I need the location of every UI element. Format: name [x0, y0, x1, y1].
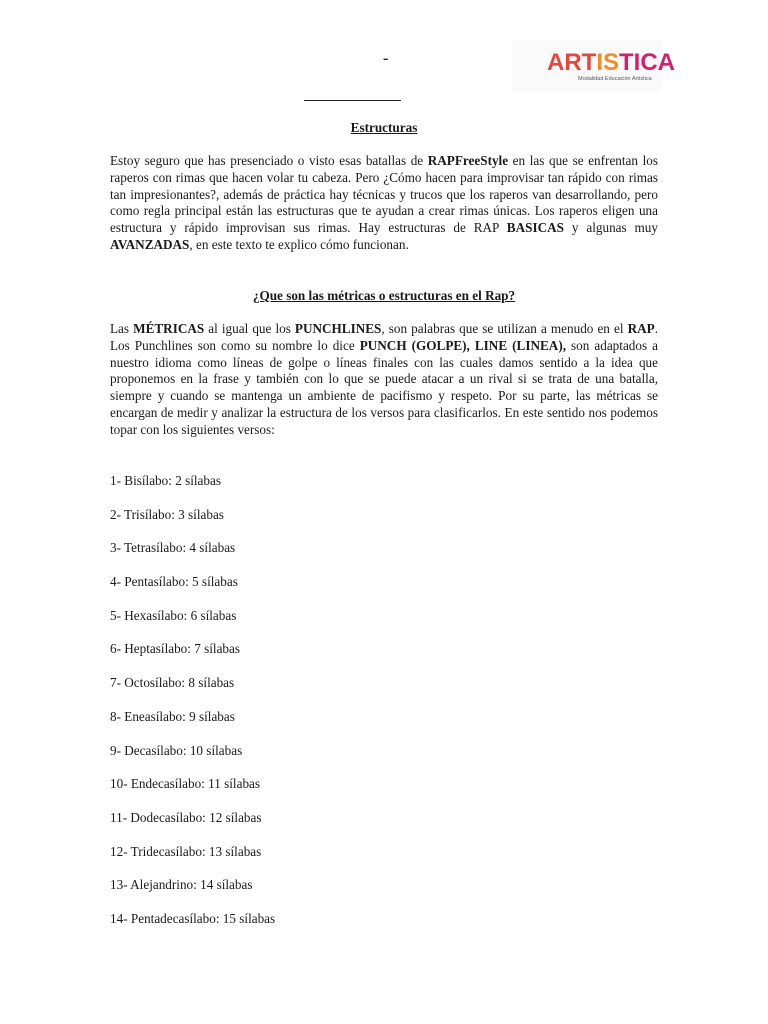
- body-bold-2: PUNCHLINES: [294, 321, 382, 336]
- body-bold-3: RAP: [627, 321, 655, 336]
- verse-item: 11- Dodecasílabo: 12 sílabas: [110, 809, 262, 825]
- header-underline: [304, 100, 401, 101]
- verse-item: 6- Heptasílabo: 7 sílabas: [110, 641, 241, 657]
- verse-item: 8- Eneasílabo: 9 sílabas: [110, 708, 235, 724]
- verse-item: 12- Tridecasílabo: 13 sílabas: [110, 843, 262, 859]
- intro-text-4: , en este texto te explico cómo funcionan.: [189, 236, 409, 252]
- intro-bold-1: RAPFreeStyle: [427, 153, 509, 168]
- body-text-1: Las: [110, 321, 134, 336]
- body-paragraph: [110, 321, 658, 439]
- verse-item: 1- Bisílabo: 2 sílabas: [110, 473, 221, 488]
- verse-item: 4- Pentasílabo: 5 sílabas: [110, 574, 238, 590]
- verse-item: 13- Alejandrino: 14 sílabas: [110, 877, 253, 893]
- verse-item: 14- Pentadecasílabo: 15 sílabas: [110, 910, 276, 926]
- intro-text-3: y algunas muy: [563, 220, 658, 236]
- logo-wordmark: [547, 50, 675, 76]
- logo-subtitle: Modalidad Educación Artística: [578, 76, 652, 82]
- body-text-3: , son palabras que se utilizan a menudo en el: [381, 321, 628, 336]
- intro-bold-3: AVANZADAS: [110, 236, 190, 252]
- intro-text-1: Estoy seguro que has presenciado o visto esas batallas de: [110, 153, 428, 168]
- verse-item: 7- Octosílabo: 8 sílabas: [110, 675, 235, 691]
- body-bold-1: MÉTRICAS: [133, 321, 205, 336]
- verse-item: 10- Endecasílabo: 11 sílabas: [110, 776, 261, 792]
- body-text-2: al igual que los: [204, 321, 295, 336]
- section-heading: ¿Que son las métricas o estructuras en el Rap?: [252, 288, 516, 303]
- header-dash: -: [383, 50, 389, 67]
- intro-paragraph: [110, 153, 658, 254]
- intro-text-2: en las que se enfrentan los raperos con rimas que hacen volar tu cabeza. Pero ¿Cómo hacen para improvisar tan rápido con rimas tan impresionantes?, además de práctica hay técnicas y trucos que los raperos van desarrollando, pero como regla principal están las estructuras que te ayudan a crear rimas únicas. Los raperos eligen una estructura y rápido improvisan sus rimas. Hay estructuras de RAP: [110, 153, 658, 236]
- artistica-logo: [512, 40, 676, 92]
- verse-item: 3- Tetrasílabo: 4 sílabas: [110, 540, 236, 556]
- logo-part-1: ART: [547, 49, 597, 76]
- verse-item: 2- Trisílabo: 3 sílabas: [110, 506, 224, 522]
- verse-item: 5- Hexasílabo: 6 sílabas: [110, 607, 237, 623]
- logo-part-2: IS: [596, 49, 620, 76]
- verse-list: [110, 473, 275, 945]
- body-text-5: son adaptados a nuestro idioma como líneas de golpe o líneas finales con las cuales damos sentido a la idea que proponemos en la frase y también con lo que se puede atacar a un rival si se trata de una batalla, siempre y cuando se mantenga un ambiente de pacifismo y respeto. Por su parte, las métricas se encargan de medir y analizar la estructura de los versos para clasificarlos. En este sentido nos podemos topar con los siguientes versos:: [110, 337, 658, 437]
- intro-bold-2: BASICAS: [506, 220, 564, 236]
- body-text-4: . Los Punchlines son como su nombre lo dice: [110, 321, 658, 353]
- document-title: Estructuras: [350, 120, 418, 135]
- logo-part-3: TICA: [619, 49, 676, 76]
- body-bold-4: PUNCH (GOLPE), LINE (LINEA),: [359, 337, 567, 353]
- verse-item: 9- Decasílabo: 10 sílabas: [110, 742, 243, 758]
